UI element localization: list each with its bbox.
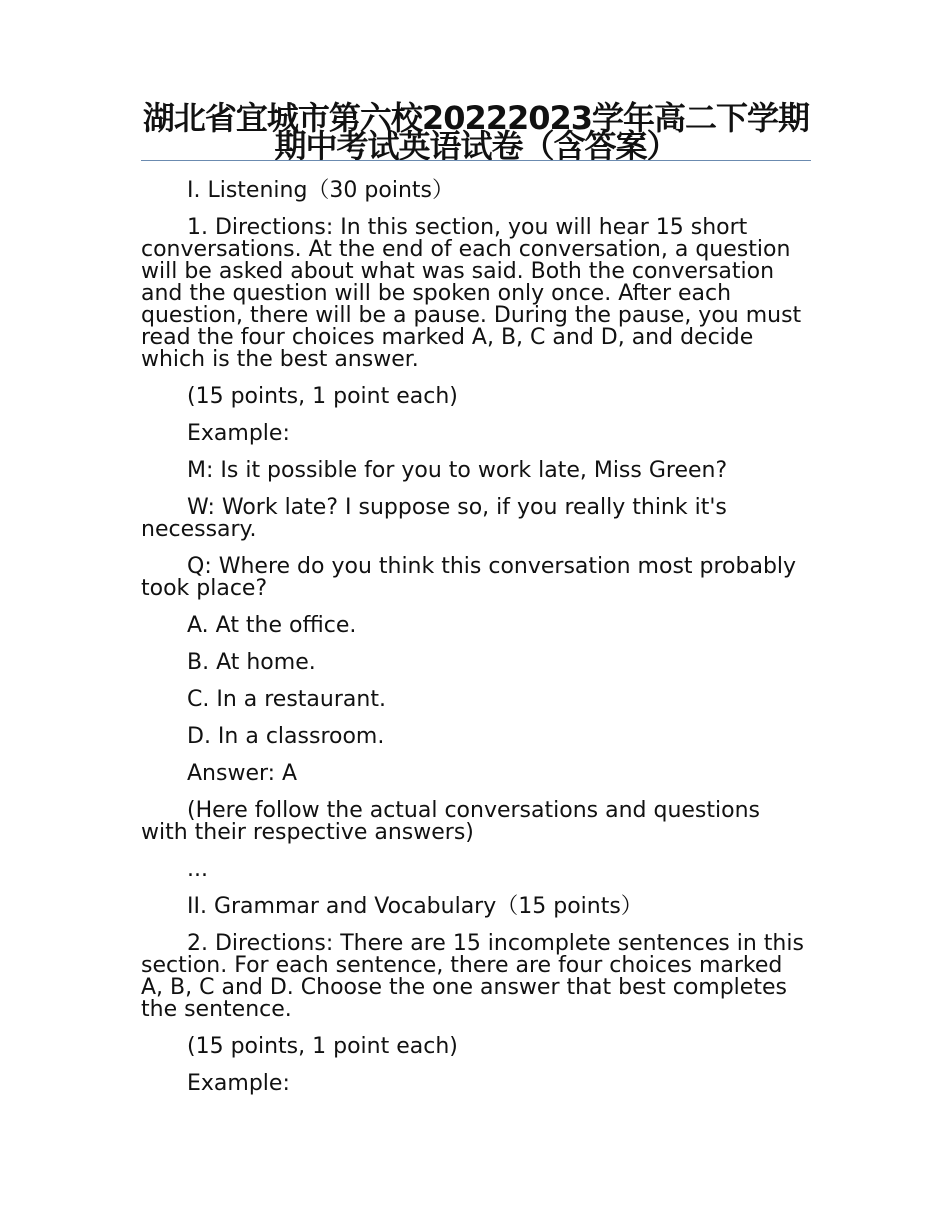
choice-a: A. At the office. [187,613,357,638]
points-note-grammar: (15 points, 1 point each) [187,1034,458,1059]
follow-note: (Here follow the actual conversations and questions with their respective answers) [141,798,760,845]
question-line: Q: Where do you think this conversation most probably took place? [141,554,797,601]
document-body [141,180,811,1110]
choice-b: B. At home. [187,650,316,675]
points-note: (15 points, 1 point each) [187,384,458,409]
choice-d: D. In a classroom. [187,724,385,749]
directions-grammar: 2. Directions: There are 15 incomplete sentences in this section. For each sentence, there are four choices marked A, B, C and D. Choose the one answer that best completes the sentence. [141,931,804,1022]
dialogue-line-woman: W: Work late? I suppose so, if you really think it's necessary. [141,495,727,542]
section-heading-grammar: II. Grammar and Vocabulary（15 points） [187,894,643,919]
directions-listening: 1. Directions: In this section, you will hear 15 short conversations. At the end of each conversation, a question will be asked about what was said. Both the conversation and the question will be spoken only once. After each question, there will be a pause. During the pause, you must read the four choices marked A, B, C and D, and decide which is the best answer. [141,215,802,372]
answer-line: Answer: A [187,761,298,786]
document-title: 湖北省宜城市第六校20222023学年高二下学期期中考试英语试卷（含答案） [142,99,810,165]
section-heading-listening: I. Listening（30 points） [187,178,454,203]
dialogue-line-man: M: Is it possible for you to work late, Miss Green? [187,458,728,483]
choice-c: C. In a restaurant. [187,687,386,712]
ellipsis: ... [187,857,208,882]
title-divider [141,160,811,161]
example-label-grammar: Example: [187,1071,290,1096]
example-label: Example: [187,421,290,446]
